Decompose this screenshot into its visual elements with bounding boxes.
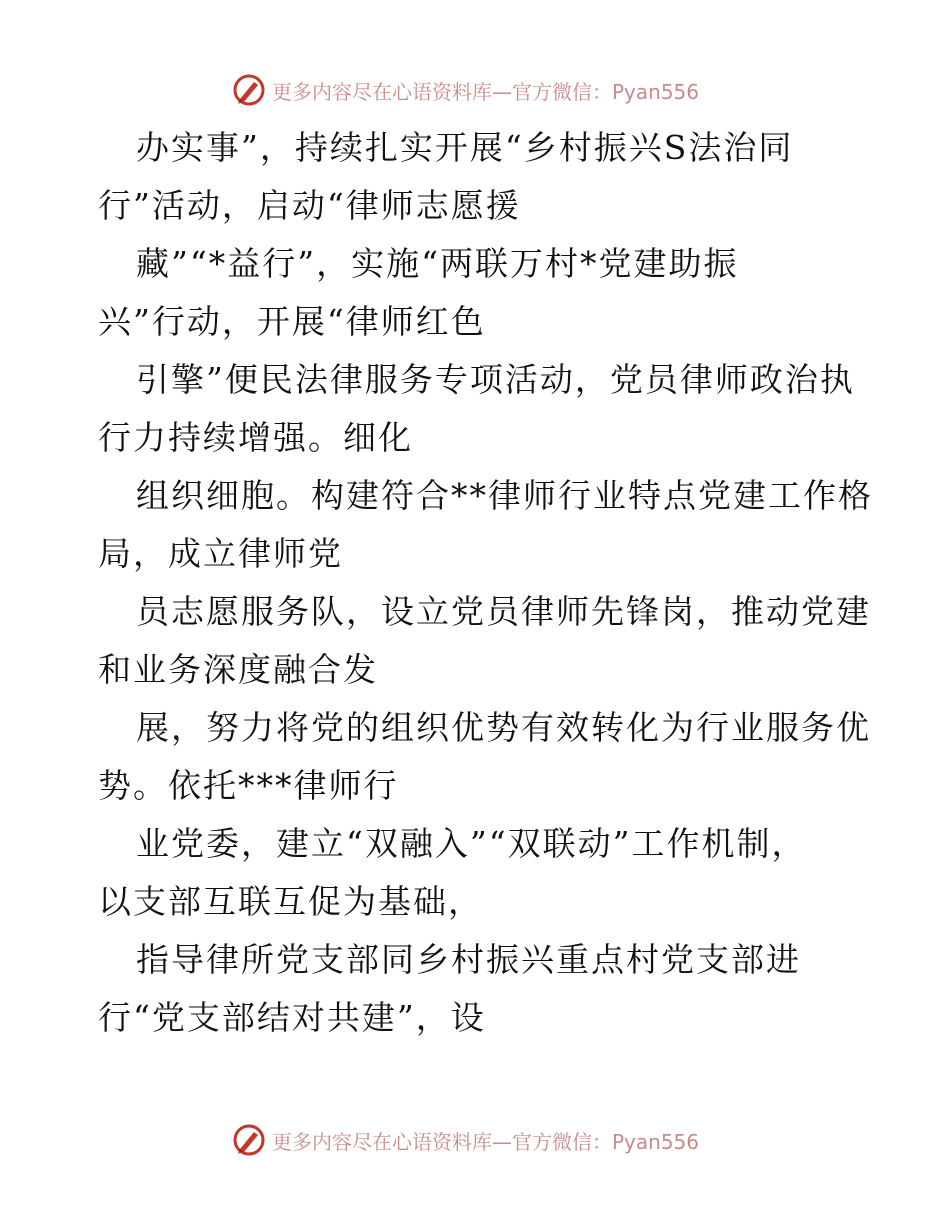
text-line: 业党委，建立“双融入”“双联动”工作机制，	[136, 824, 807, 863]
header-banner-text: 更多内容尽在心语资料库—官方微信：Pyan556	[272, 79, 700, 104]
text-line: 和业务深度融合发	[98, 650, 378, 689]
text-line: 行“党支部结对共建”，设	[98, 998, 486, 1037]
text-line: 局，成立律师党	[98, 534, 343, 573]
text-line: 以支部互联互促为基础，	[98, 882, 483, 921]
text-line: 组织细胞。构建符合**律师行业特点党建工作格	[136, 476, 873, 515]
text-line: 指导律所党支部同乡村振兴重点村党支部进	[136, 940, 801, 979]
footer-banner-text: 更多内容尽在心语资料库—官方微信：Pyan556	[272, 1129, 700, 1154]
text-line: 兴”行动，开展“律师红色	[98, 302, 486, 341]
text-line: 办实事”，持续扎实开展“乡村振兴S法治同	[136, 128, 794, 167]
pen-logo-icon	[232, 73, 266, 107]
text-line: 行力持续增强。细化	[98, 418, 413, 457]
text-line: 展，努力将党的组织优势有效转化为行业服务优	[136, 708, 871, 747]
text-line: 引擎”便民法律服务专项活动，党员律师政治执	[136, 360, 855, 399]
header-banner	[232, 70, 699, 110]
pen-logo-icon	[232, 1123, 266, 1157]
text-line: 员志愿服务队，设立党员律师先锋岗，推动党建	[136, 592, 871, 631]
footer-banner	[232, 1120, 699, 1160]
text-line: 行”活动，启动“律师志愿援	[98, 186, 521, 225]
text-line: 藏”“*益行”，实施“两联万村*党建助振	[136, 244, 739, 283]
text-line: 势。依托***律师行	[98, 766, 399, 805]
